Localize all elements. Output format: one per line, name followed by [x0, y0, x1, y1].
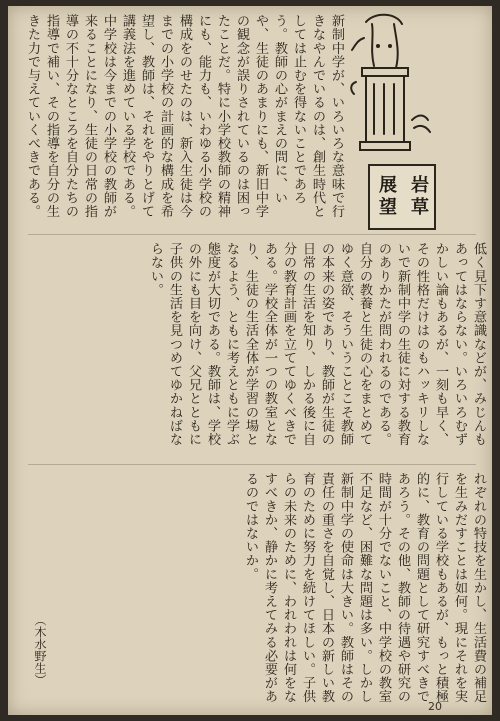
author-signature: （木水野生） [33, 614, 47, 686]
page-number: 20 [428, 700, 442, 713]
article-text-band-2: 低く見下す意識などが、みじんもあってはならない。いろいろむずかしい論もあるが、一刻も早く、その性格だけはのもハッキリしないで新制中学の生徒に対する教育のありかたが問われるのである。自分の教養と生徒の心をまとめてゆく意欲、そういうことこそ教師の本来の姿であり、教師が生徒の日常の生活を知り、しかる後に自分の教育計画を立ててゆくべきである。学校全体が一つの教室となり、生徒の生活全体が学習の場となるよう、ともに考えともに学ぶ態度が大切である。教師は、学校の外にも目を向け、父兄とともに子供の生活を見つめてゆかねばならない。 [148, 242, 486, 446]
band-divider [28, 464, 476, 465]
pencil-sketch-illustration [344, 10, 434, 160]
column-title: 岩草 [408, 175, 429, 219]
article-text-band-1: 新制中学が、いろいろな意味で行きなやんでいるのは、創生時代としては止むを得ないことであろう。教師の心がまえの問に、いや、生徒のあまりにも、新旧中学の観念が誤りされているのは困ったことだ。特に小学校教師の精神にも、能力も、いわゆる小学校の構成をのせたのは、新入生徒は今までの小学校の計画的な構成を希望し、教師は、それをやりとげて講義法を進めている学校である。中学校は今までの小学校の教師が来ることになり、生徒の日常の指導の不十分なところを自分たちの指導で補い、その指導を自分の生きた力で与えていくべきである。 [25, 14, 344, 218]
band-divider [28, 234, 476, 235]
column-subtitle: 展望 [376, 175, 397, 219]
article-text-band-3: れぞれの特技を生かし、生活費の補足を生みだすことは如何。現にそれを実行している学校もあるが、もっと積極的に、教育の問題として研究すべきであろう。その他、教師の待遇や研究の時間が十分でないこと、中学校の教室不足など、困難な問題は多い。しかし新制中学の使命は大きい。教師はその責任の重さを自覚し、日本の新しい教育のために努力を続けてほしい。子供らの未来のために、われわれは何をなすべきか、静かに考えてみる必要があるのではないか。 [243, 472, 486, 704]
column-title-box [368, 164, 436, 230]
document-page [8, 6, 492, 715]
